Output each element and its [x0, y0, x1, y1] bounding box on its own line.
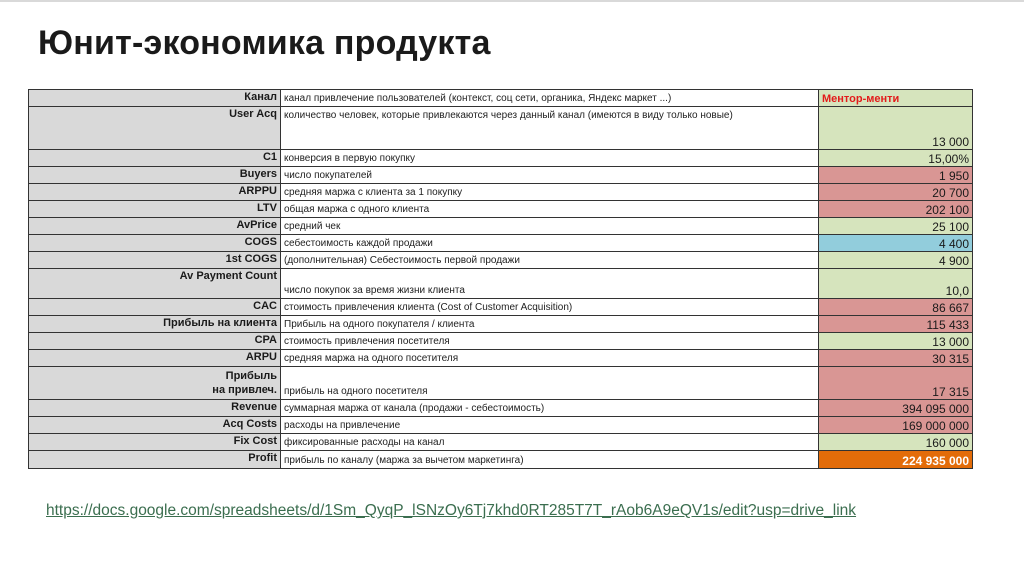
row-key-line-1: Прибыль: [225, 370, 277, 382]
row-description: число покупателей: [281, 167, 819, 184]
row-value: 394 095 000: [819, 400, 973, 417]
table-row-channel: [29, 90, 973, 107]
row-value: 115 433: [819, 316, 973, 333]
row-description: общая маржа с одного клиента: [281, 201, 819, 218]
table-row-profit-per-client: [29, 316, 973, 333]
top-rule: [0, 0, 1024, 2]
row-description: количество человек, которые привлекаются через данный канал (имеются в виду только новые): [281, 107, 819, 150]
table-row-profit-per-acquisition: [29, 367, 973, 400]
table-row-c1: [29, 150, 973, 167]
row-key: COGS: [29, 235, 281, 252]
row-description: средняя маржа на одного посетителя: [281, 350, 819, 367]
table-row-cogs: [29, 235, 973, 252]
row-description: средний чек: [281, 218, 819, 235]
table-row-cpa: [29, 333, 973, 350]
row-value: 25 100: [819, 218, 973, 235]
row-key: Прибыль на клиента: [29, 316, 281, 333]
spreadsheet-link[interactable]: https://docs.google.com/spreadsheets/d/1Sm_QyqP_lSNzOy6Tj7khd0RT285T7T_rAob6A9eQV1s/edit?usp=drive_link: [46, 502, 857, 519]
table-row-buyers: [29, 167, 973, 184]
row-description: прибыль на одного посетителя: [281, 367, 819, 400]
table-row-avprice: [29, 218, 973, 235]
row-value: 224 935 000: [819, 451, 973, 469]
row-description: конверсия в первую покупку: [281, 150, 819, 167]
slide-title: Юнит-экономика продукта: [38, 24, 491, 62]
table-row-revenue: [29, 400, 973, 417]
row-key: Av Payment Count: [29, 269, 281, 299]
table-row-1st-cogs: [29, 252, 973, 269]
row-value: 1 950: [819, 167, 973, 184]
table-row-av-payment-count: [29, 269, 973, 299]
row-value: 30 315: [819, 350, 973, 367]
unit-economics-table: [28, 89, 973, 469]
row-key: AvPrice: [29, 218, 281, 235]
row-description: стоимость привлечения клиента (Cost of Customer Acquisition): [281, 299, 819, 316]
row-description: себестоимость каждой продажи: [281, 235, 819, 252]
row-key: 1st COGS: [29, 252, 281, 269]
row-description: суммарная маржа от канала (продажи - себестоимость): [281, 400, 819, 417]
link-container: [46, 500, 946, 522]
row-key: User Acq: [29, 107, 281, 150]
channel-name-cell: Ментор-менти: [819, 90, 973, 107]
row-value: 86 667: [819, 299, 973, 316]
row-description: фиксированные расходы на канал: [281, 434, 819, 451]
row-key: [29, 367, 281, 400]
table-row-cac: [29, 299, 973, 316]
row-description: канал привлечение пользователей (контекст, соц сети, органика, Яндекс маркет ...): [281, 90, 819, 107]
row-value: 169 000 000: [819, 417, 973, 434]
table-row-acq-costs: [29, 417, 973, 434]
row-value: 13 000: [819, 333, 973, 350]
table-row-arppu: [29, 184, 973, 201]
row-value: 202 100: [819, 201, 973, 218]
row-value: 4 400: [819, 235, 973, 252]
row-key: Buyers: [29, 167, 281, 184]
table-row-arpu: [29, 350, 973, 367]
row-key: ARPPU: [29, 184, 281, 201]
row-value: 17 315: [819, 367, 973, 400]
row-key: Profit: [29, 451, 281, 469]
row-value: 20 700: [819, 184, 973, 201]
row-key-line-2: на привлеч.: [212, 384, 277, 396]
row-key: Канал: [29, 90, 281, 107]
row-value: 160 000: [819, 434, 973, 451]
row-description: Прибыль на одного покупателя / клиента: [281, 316, 819, 333]
row-value: 15,00%: [819, 150, 973, 167]
row-key: Acq Costs: [29, 417, 281, 434]
row-key: CPA: [29, 333, 281, 350]
row-key: LTV: [29, 201, 281, 218]
row-description: прибыль по каналу (маржа за вычетом маркетинга): [281, 451, 819, 469]
table-row-user-acq: [29, 107, 973, 150]
row-value: 10,0: [819, 269, 973, 299]
row-description: число покупок за время жизни клиента: [281, 269, 819, 299]
row-key: CAC: [29, 299, 281, 316]
row-key: Revenue: [29, 400, 281, 417]
row-value: 13 000: [819, 107, 973, 150]
table-row-profit: [29, 451, 973, 469]
row-value: 4 900: [819, 252, 973, 269]
row-description: средняя маржа с клиента за 1 покупку: [281, 184, 819, 201]
row-description: расходы на привлечение: [281, 417, 819, 434]
row-key: C1: [29, 150, 281, 167]
row-key: Fix Cost: [29, 434, 281, 451]
table-row-ltv: [29, 201, 973, 218]
table-row-fix-cost: [29, 434, 973, 451]
row-key: ARPU: [29, 350, 281, 367]
row-description: (дополнительная) Себестоимость первой продажи: [281, 252, 819, 269]
row-description: стоимость привлечения посетителя: [281, 333, 819, 350]
